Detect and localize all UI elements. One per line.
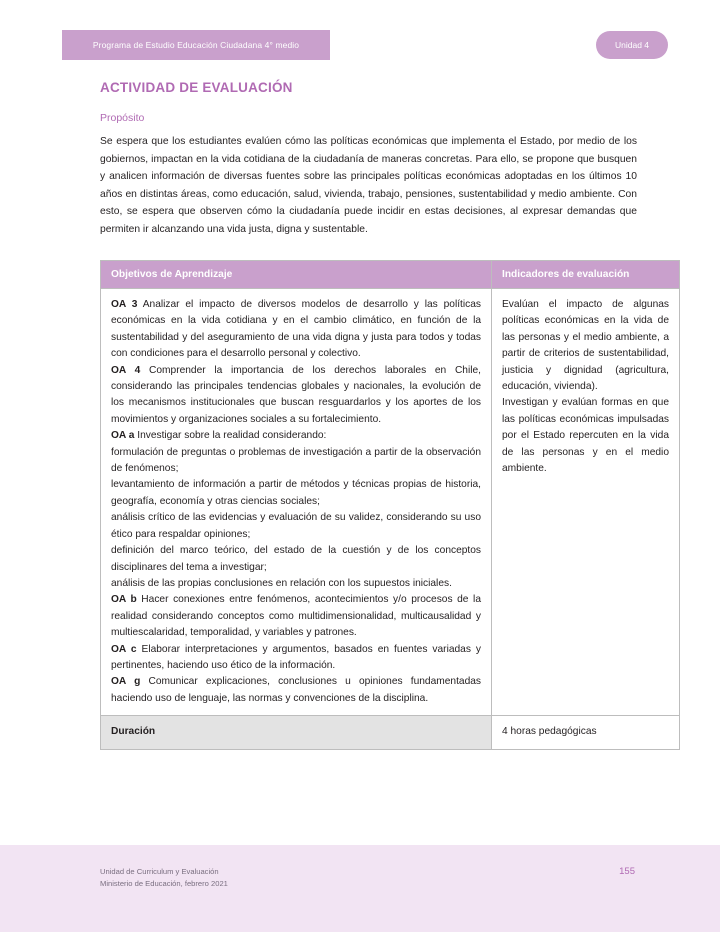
column-header-indicadores: Indicadores de evaluación <box>492 261 680 289</box>
purpose-paragraph: Se espera que los estudiantes evalúen cómo las políticas económicas que implementa el Estado, por medio de los gobiernos, impactan en la vida cotidiana de la ciudadanía de maneras concretas. Para ello, se propone que busquen y analicen información de diversas fuentes sobre las principales políticas económicas adoptadas en los últimos 10 años en distintas áreas, como educación, salud, vivienda, trabajo, pensiones, sustentabilidad y medio ambiente. Con esto, se espera que observen cómo la ciudadanía puede incidir en estas decisiones, al expresar demandas que permiten ir alcanzando una vida justa, digna y sustentable. <box>100 136 637 235</box>
objective-subitem: análisis crítico de las evidencias y evaluación de su validez, considerando su uso ético para respaldar opiniones; <box>111 512 481 540</box>
footer-line-1: Unidad de Curriculum y Evaluación <box>100 867 219 876</box>
duration-value: 4 horas pedagógicas <box>492 716 680 749</box>
objective-code: OA a <box>111 430 135 442</box>
objectives-cell <box>101 289 492 716</box>
objective-subitem: levantamiento de información a partir de métodos y técnicas propias de historia, geografía, economía y otras ciencias sociales; <box>111 479 481 507</box>
page-number: 155 <box>619 866 635 877</box>
objective-subitem: formulación de preguntas o problemas de investigación a partir de la observación de fenómenos; <box>111 446 481 475</box>
duration-label: Duración <box>101 716 492 749</box>
section-subtitle: Propósito <box>100 112 145 124</box>
duration-row <box>101 716 680 749</box>
objective-code: OA 3 <box>111 299 138 310</box>
objective-text: Investigar sobre la realidad considerando: <box>134 430 327 442</box>
column-header-objetivos: Objetivos de Aprendizaje <box>101 261 492 289</box>
program-header-label: Programa de Estudio Educación Ciudadana 4° medio <box>92 40 300 50</box>
objective-item <box>111 363 481 429</box>
objective-item <box>111 592 481 641</box>
objective-item <box>111 642 481 675</box>
objective-subitem: análisis de las propias conclusiones en relación con los supuestos iniciales. <box>111 577 452 589</box>
objective-text: Comunicar explicaciones, conclusiones u opiniones fundamentadas haciendo uso de lenguaje, las normas y convenciones de la disciplina. <box>111 676 482 704</box>
indicator-item: Investigan y evalúan formas en que las políticas económicas impulsadas por el Estado repercuten en la vida de las personas y en el medio ambiente. <box>502 397 669 475</box>
document-content <box>100 80 669 750</box>
objective-item <box>111 297 481 363</box>
footer-credits <box>100 866 228 890</box>
table-header-row <box>101 261 680 289</box>
objective-item <box>111 428 481 444</box>
footer-line-2: Ministerio de Educación, febrero 2021 <box>100 879 228 888</box>
indicator-item: Evalúan el impacto de algunas políticas económicas en la vida de las personas y el medio ambiente, a partir de criterios de sustentabilidad, justicia y dignidad (agricultura, educación, vivienda). <box>502 299 669 393</box>
table-row <box>101 289 680 716</box>
objective-text: Analizar el impacto de diversos modelos de desarrollo y las políticas económicas en la vida cotidiana y en el cambio climático, en función de la sustentabilidad y del aseguramiento de una vida digna y justa para todos y todas con condiciones para el desarrollo personal y colectivo. <box>111 299 482 360</box>
indicators-cell <box>492 289 680 716</box>
objective-code: OA c <box>111 643 137 655</box>
objective-text: Hacer conexiones entre fenómenos, acontecimientos y/o procesos de la realidad considerando conceptos como multidimensionalidad, multicausalidad y multiescalaridad, temporalidad, y variables y patrones. <box>111 594 481 639</box>
objective-code: OA 4 <box>111 364 141 376</box>
objective-code: OA g <box>111 676 141 688</box>
unit-badge: Unidad 4 <box>596 31 668 59</box>
page-title: ACTIVIDAD DE EVALUACIÓN <box>100 80 293 95</box>
objective-subitem: definición del marco teórico, del estado de la cuestión y de los conceptos disciplinares del tema a investigar; <box>111 545 481 573</box>
objective-item <box>111 674 481 707</box>
objective-text: Elaborar interpretaciones y argumentos, basados en fuentes variadas y pertinentes, haciendo uso ético de la información. <box>111 643 481 671</box>
objective-text: Comprender la importancia de los derechos laborales en Chile, considerando las principales tendencias globales y nacionales, la evolución de los mecanismos institucionales que buscan resguardarlos y los aportes de los movimientos y organizaciones sociales a su fortalecimiento. <box>111 364 481 425</box>
objectives-table <box>100 260 680 750</box>
objective-code: OA b <box>111 594 137 606</box>
